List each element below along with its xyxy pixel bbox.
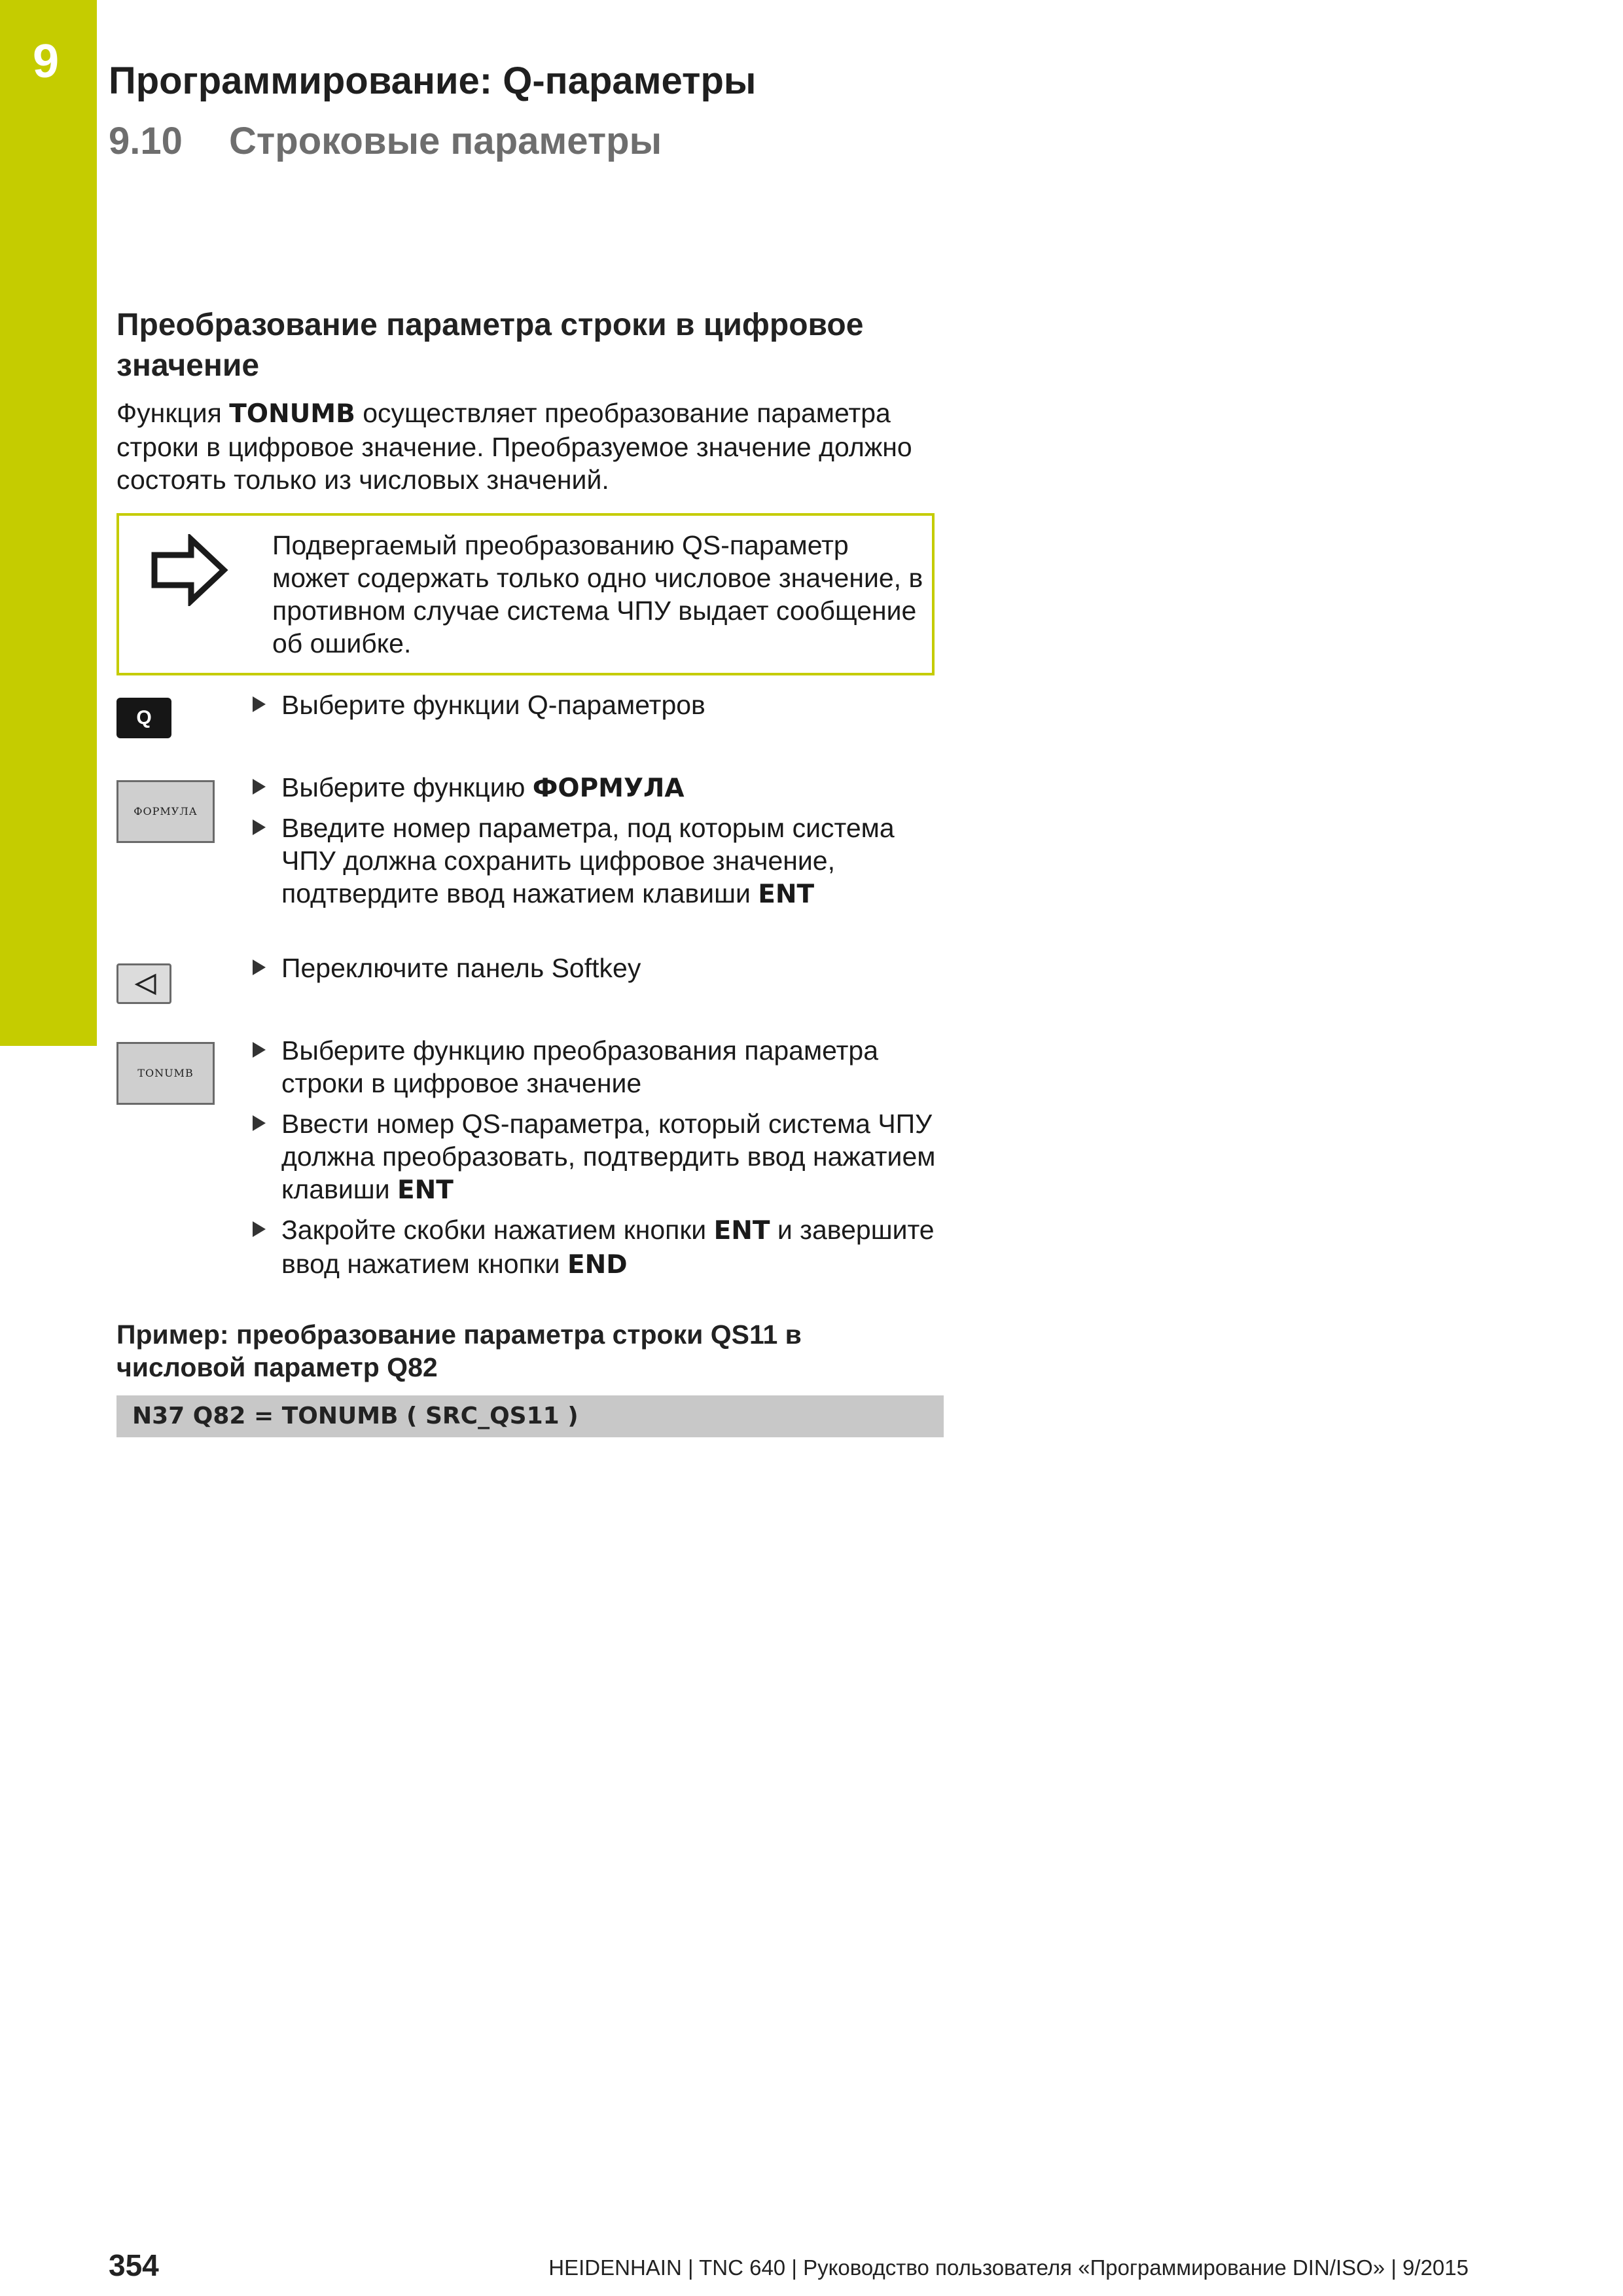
intro-paragraph (116, 397, 967, 496)
intro-keyword: TONUMB (229, 399, 355, 429)
code-example (116, 1395, 944, 1437)
step-select-q-functions (281, 689, 942, 721)
q-key[interactable]: Q (116, 698, 171, 738)
step-keyword: ENT (713, 1216, 770, 1246)
bullet-triangle-icon (253, 696, 266, 712)
code-line: N37 Q82 = TONUMB ( SRC_QS11 ) (132, 1403, 579, 1429)
step-select-tonumb (281, 1034, 942, 1100)
chapter-tab (0, 0, 97, 1046)
bullet-triangle-icon (253, 1221, 266, 1237)
bullet-triangle-icon (253, 1115, 266, 1131)
tonumb-softkey[interactable]: TONUMB (116, 1042, 215, 1105)
bullet-triangle-icon (253, 819, 266, 835)
step-keyword: END (567, 1250, 628, 1280)
step-keyword: ENT (397, 1175, 454, 1205)
section-title (109, 119, 662, 163)
page-footer: HEIDENHAIN | TNC 640 | Руководство пользователя «Программирование DIN/ISO» | 9/2015 (548, 2255, 1469, 2280)
step-text: Переключите панель Softkey (281, 953, 641, 983)
step-text: и завершите ввод нажатием кнопки (281, 1215, 935, 1279)
softkey-switch-key[interactable] (116, 963, 171, 1004)
note-box (116, 513, 935, 675)
intro-suffix: осуществляет преобразование параметра строки в цифровое значение. Преобразуемое значение должно состоять только из числовых значений. (116, 398, 912, 495)
example-title: Пример: преобразование параметра строки QS11 в числовой параметр Q82 (116, 1319, 802, 1382)
step-text: Выберите функцию (281, 772, 533, 802)
step-keyword: ENT (758, 880, 815, 909)
page-number: 354 (109, 2248, 159, 2282)
step-enter-qs-parameter (281, 1107, 942, 1207)
page-heading: Преобразование параметра строки в цифровое значение (116, 308, 864, 383)
step-text: Закройте скобки нажатием кнопки (281, 1215, 714, 1245)
step-select-formula (281, 771, 942, 805)
step-text: Выберите функцию преобразования параметра строки в цифровое значение (281, 1035, 878, 1098)
note-text: Подвергаемый преобразованию QS-параметр может содержать только одно числовое значение, в противном случае система ЧПУ выдает сообщение об ошибке. (272, 530, 923, 658)
bullet-triangle-icon (253, 779, 266, 795)
step-close-brackets (281, 1213, 942, 1282)
section-number: 9.10 (109, 120, 183, 162)
chapter-title: Программирование: Q-параметры (109, 60, 757, 102)
formula-softkey[interactable]: ФОРМУЛА (116, 780, 215, 843)
arrow-right-icon (151, 534, 229, 606)
step-text: Выберите функции Q-параметров (281, 690, 705, 720)
intro-prefix: Функция (116, 398, 230, 428)
chapter-number: 9 (33, 35, 60, 88)
bullet-triangle-icon (253, 960, 266, 975)
step-enter-parameter (281, 812, 942, 911)
step-keyword: ФОРМУЛА (532, 774, 685, 803)
triangle-left-icon (133, 973, 159, 996)
bullet-triangle-icon (253, 1042, 266, 1058)
step-text: Введите номер параметра, под которым система ЧПУ должна сохранить цифровое значение, подтвердите ввод нажатием клавиши (281, 813, 895, 908)
step-switch-softkey (281, 952, 942, 984)
step-text: Ввести номер QS-параметра, который система ЧПУ должна преобразовать, подтвердить ввод нажатием клавиши (281, 1109, 936, 1204)
section-name: Строковые параметры (229, 120, 662, 162)
